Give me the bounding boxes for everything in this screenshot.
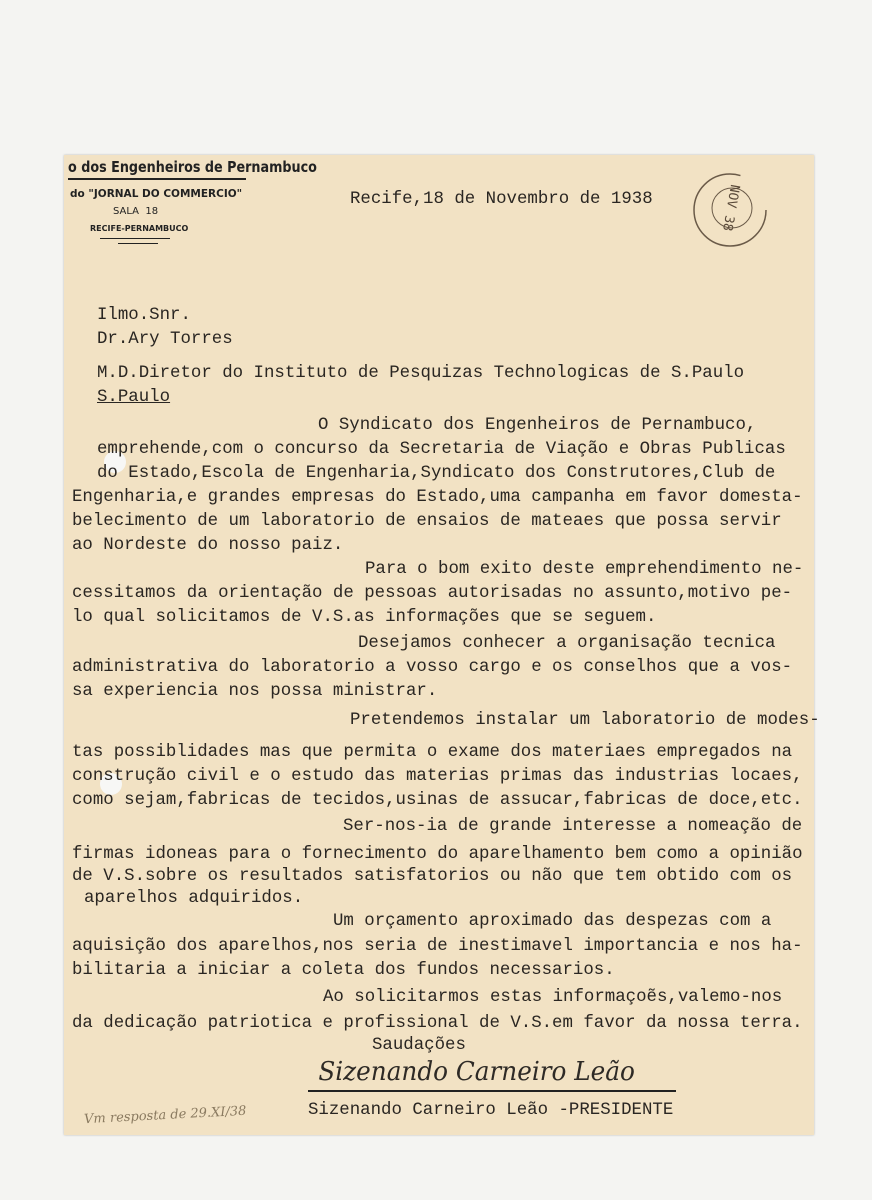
body-line: Desejamos conhecer a organisação tecnica <box>358 634 776 653</box>
body-line: aquisição dos aparelhos,nos seria de inestimavel importancia e nos ha- <box>72 937 803 956</box>
body-line: bilitaria a iniciar a coleta dos fundos necessarios. <box>72 961 615 980</box>
letterhead-underline <box>118 243 158 244</box>
postmark-stamp <box>690 170 770 250</box>
date-line: Recife,18 de Novembro de 1938 <box>350 190 653 209</box>
closing: Saudações <box>372 1036 466 1055</box>
body-line: Engenharia,e grandes empresas do Estado,uma campanha em favor domesta- <box>72 488 803 507</box>
letterhead-city: RECIFE-PERNAMBUCO <box>90 224 189 233</box>
body-line: ao Nordeste do nosso paiz. <box>72 536 344 555</box>
body-line: belecimento de um laboratorio de ensaios de mateaes que possa servir <box>72 512 782 531</box>
body-line: cessitamos da orientação de pessoas autorisadas no assunto,motivo pe- <box>72 584 793 603</box>
body-line: firmas idoneas para o fornecimento do aparelhamento bem como a opinião <box>72 845 803 864</box>
body-line: da dedicação patriotica e profissional de V.S.em favor da nossa terra. <box>72 1014 803 1033</box>
body-line: administrativa do laboratorio a vosso cargo e os conselhos que a vos- <box>72 658 793 677</box>
handwritten-signature: Sizenando Carneiro Leão <box>318 1057 635 1087</box>
body-line: Pretendemos instalar um laboratorio de modes- <box>350 711 820 730</box>
signatory: Sizenando Carneiro Leão -PRESIDENTE <box>308 1101 674 1120</box>
letterhead-underline <box>100 238 170 239</box>
letterhead-rule <box>68 178 246 180</box>
stamp-date: NOV 38 <box>719 183 742 233</box>
body-line: emprehende,com o concurso da Secretaria de Viação e Obras Publicas <box>97 440 786 459</box>
body-line: Um orçamento aproximado das despezas com a <box>333 912 772 931</box>
signature-line <box>308 1090 676 1092</box>
body-line: lo qual solicitamos de V.S.as informações que se seguem. <box>72 608 657 627</box>
recipient-name: Dr.Ary Torres <box>97 330 233 349</box>
body-line: do Estado,Escola de Engenharia,Syndicato dos Construtores,Club de <box>97 464 776 483</box>
recipient-title: M.D.Diretor do Instituto de Pesquizas Technologicas de S.Paulo <box>97 364 745 383</box>
recipient-city: S.Paulo <box>97 388 171 407</box>
body-line: tas possiblidades mas que permita o exame dos materiaes empregados na <box>72 743 793 762</box>
body-line: como sejam,fabricas de tecidos,usinas de assucar,fabricas de doce,etc. <box>72 791 803 810</box>
body-line: Ao solicitarmos estas informaçoẽs,valemo-nos <box>323 988 783 1007</box>
recipient-salutation: Ilmo.Snr. <box>97 306 191 325</box>
handwritten-note: Vm resposta de 29.XI/38 <box>83 1103 247 1128</box>
letterhead-address: do "JORNAL DO COMMERCIO" <box>70 188 243 200</box>
body-line: Ser-nos-ia de grande interesse a nomeação de <box>343 817 803 836</box>
letterhead-name: o dos Engenheiros de Pernambuco <box>68 158 317 176</box>
body-line: sa experiencia nos possa ministrar. <box>72 682 438 701</box>
body-line: O Syndicato dos Engenheiros de Pernambuco, <box>318 416 757 435</box>
body-line: Para o bom exito deste emprehendimento ne- <box>365 560 804 579</box>
body-line: de V.S.sobre os resultados satisfatorios ou não que tem obtido com os <box>72 867 793 886</box>
body-line: aparelhos adquiridos. <box>84 889 304 908</box>
letterhead-room: SALA 18 <box>113 206 159 217</box>
body-line: construção civil e o estudo das materias primas das industrias locaes, <box>72 767 803 786</box>
